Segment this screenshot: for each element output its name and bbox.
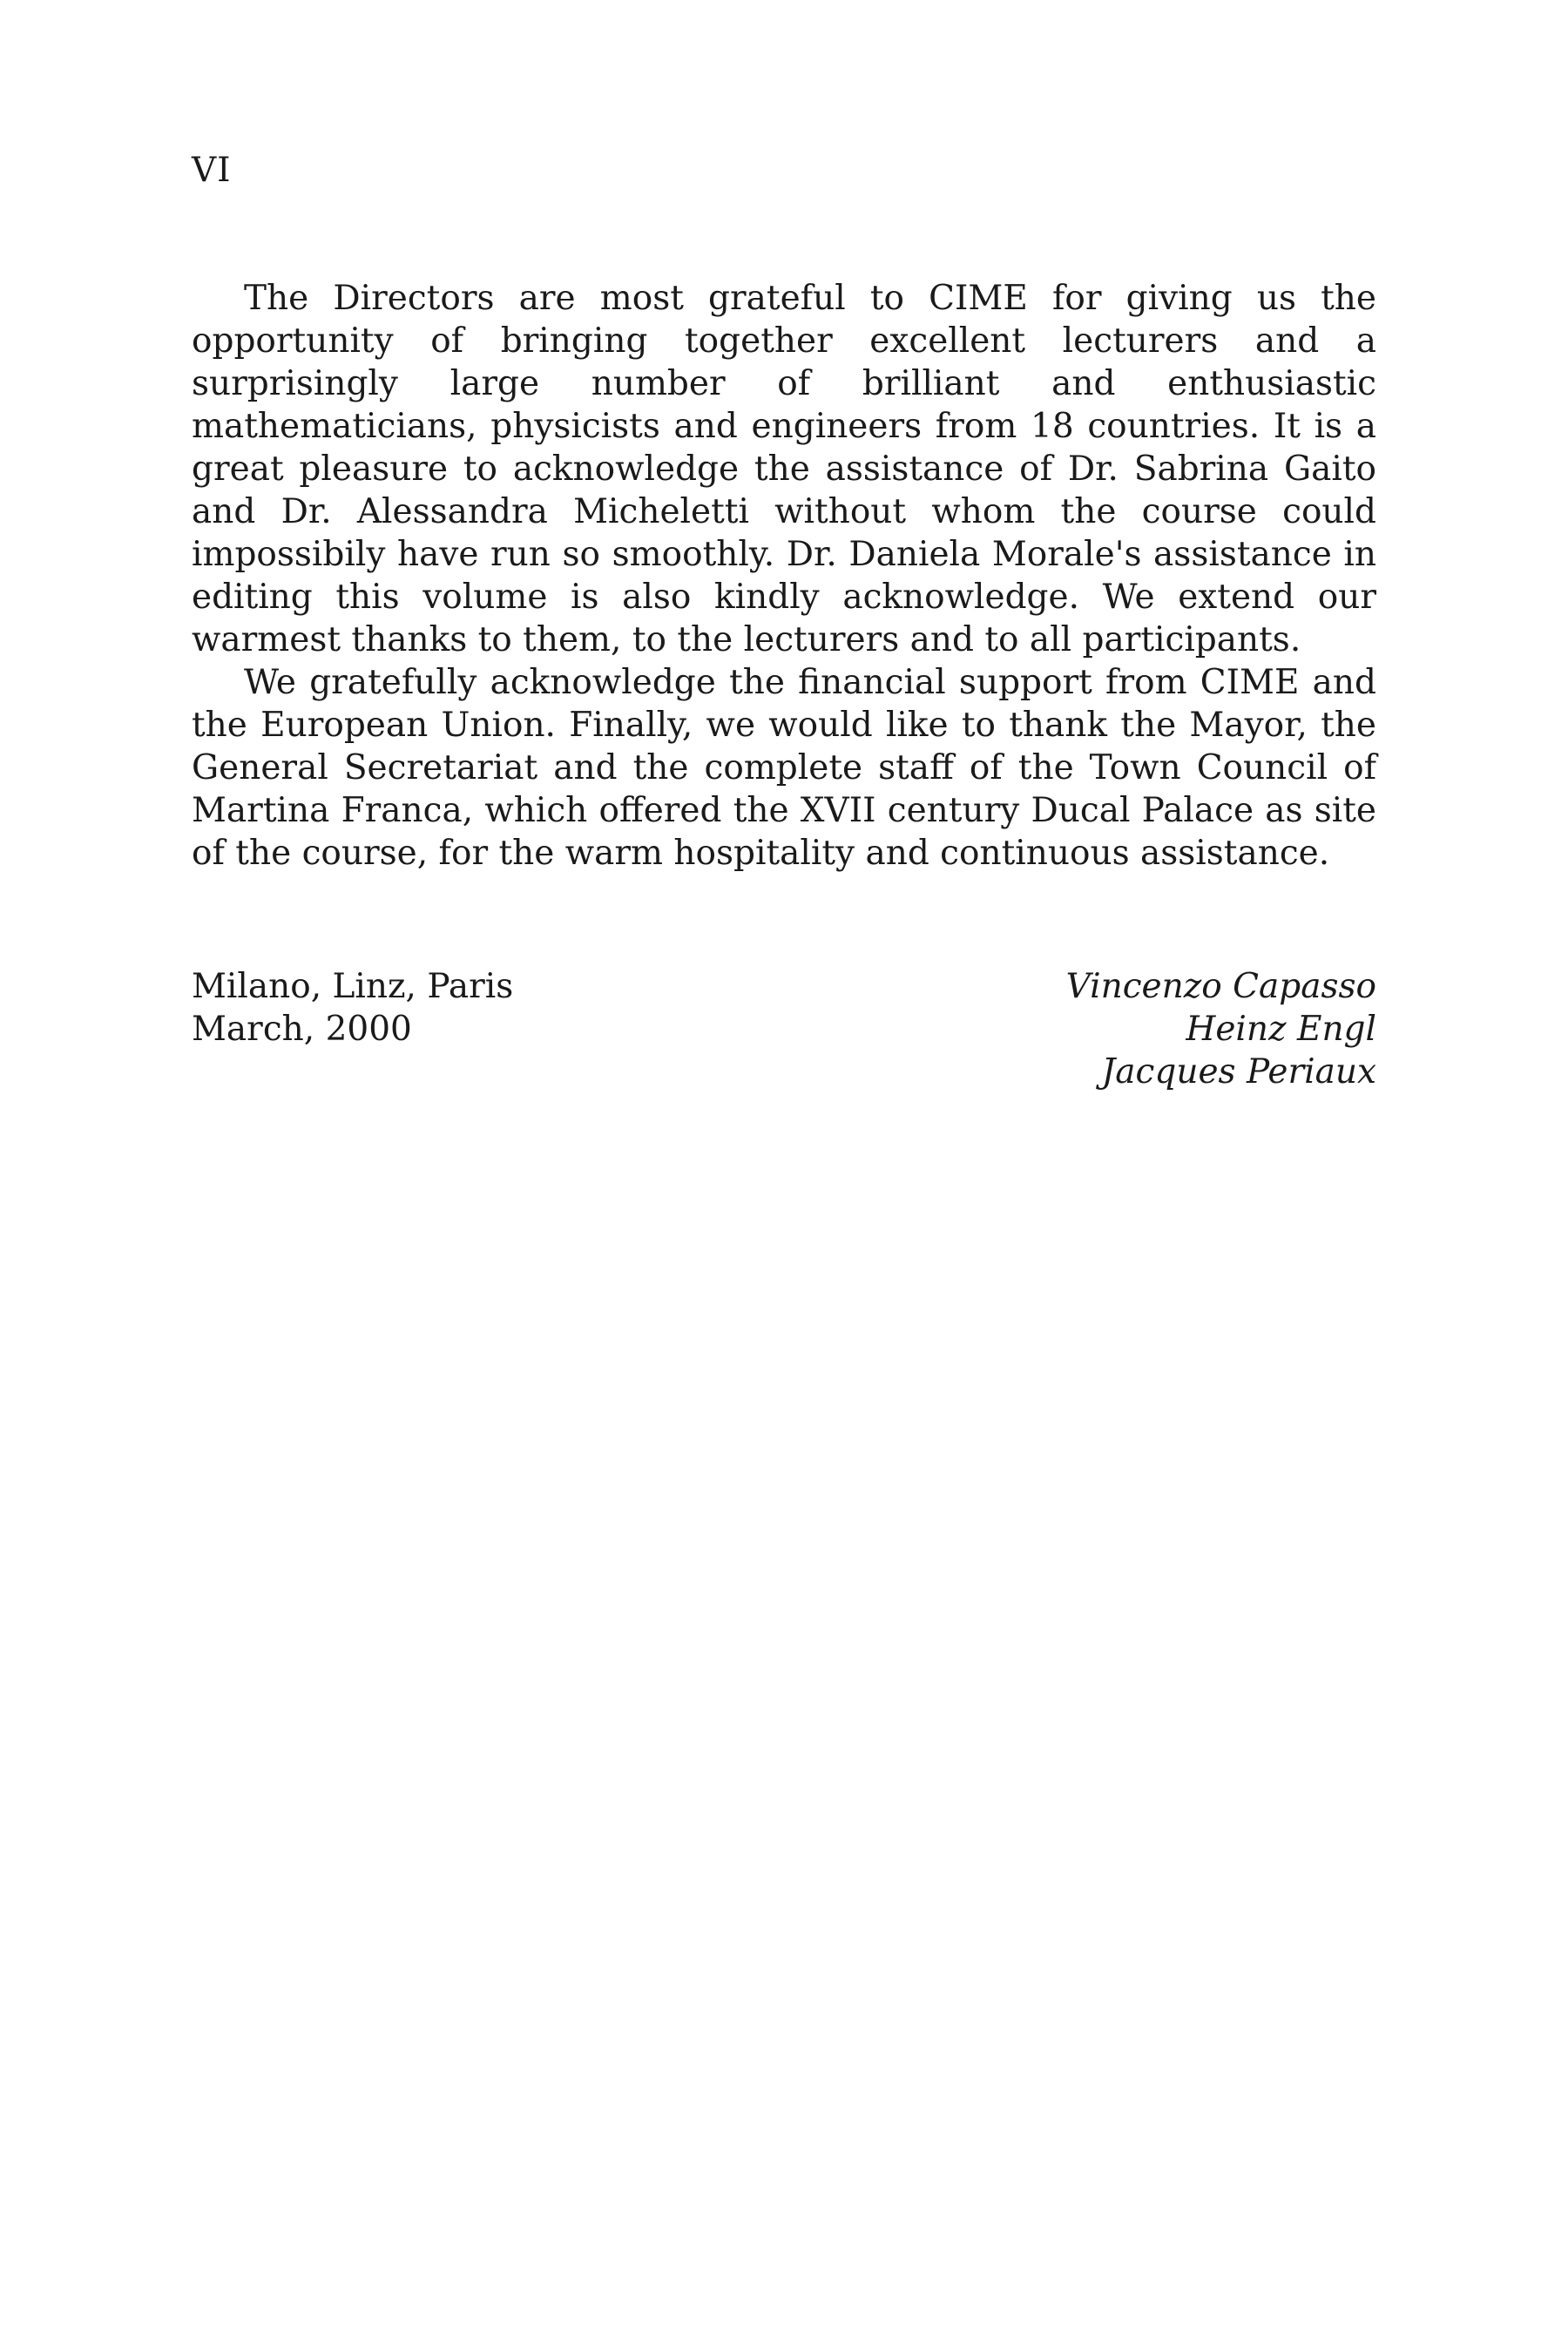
signatory-name: Heinz Engl	[1186, 1010, 1376, 1049]
place-line: Milano, Linz, Paris	[192, 967, 514, 1006]
signatory-name: Vincenzo Capasso	[1065, 967, 1376, 1006]
date-line: March, 2000	[192, 1010, 412, 1049]
place-and-date	[192, 965, 513, 1051]
paragraph-financial-support: We gratefully acknowledge the financial support from CIME and the European Union. Finally, we would like to thank the Mayor, the General Secretariat and the complete staff of the Town Council of Martina Franca, which offered the XVII century Ducal Palace as site of the course, for the warm hospitality and continuous assistance.	[192, 663, 1376, 873]
signatory-name: Jacques Periaux	[1101, 1052, 1376, 1092]
signatories	[1066, 965, 1376, 1093]
paragraph-directors-gratitude: The Directors are most grateful to CIME for giving us the opportunity of bringing together excellent lecturers and a surprisingly large number of brilliant and enthusiastic mathematicians, physicists and engineers from 18 countries. It is a great pleasure to acknowledge the assistance of Dr. Sabrina Gaito and Dr. Alessandra Micheletti without whom the course could impossibily have run so smoothly. Dr. Daniela Morale's assistance in editing this volume is also kindly acknowledge. We extend our warmest thanks to them, to the lecturers and to all participants.	[192, 279, 1376, 659]
page-number: VI	[192, 151, 232, 190]
acknowledgement-text	[192, 277, 1376, 875]
